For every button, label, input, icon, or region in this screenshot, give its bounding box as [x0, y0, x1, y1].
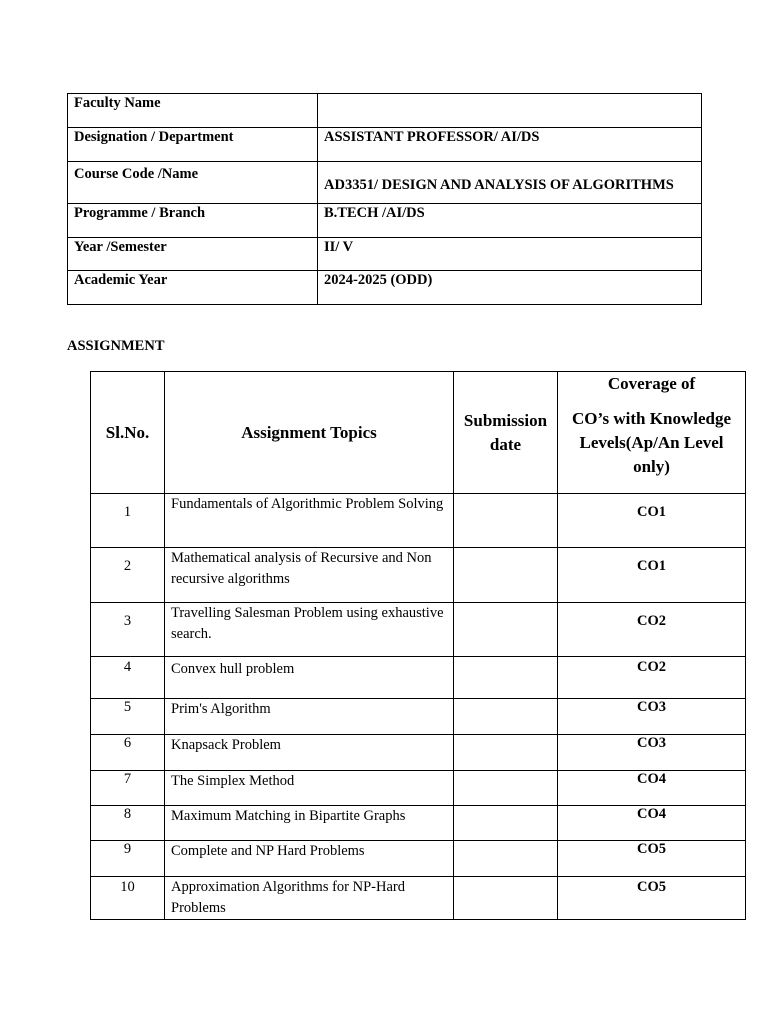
- row-submission-date: [454, 806, 558, 841]
- row-submission-date: [454, 771, 558, 806]
- row-topic: Prim's Algorithm: [165, 699, 454, 735]
- info-row-programme: [68, 204, 702, 238]
- row-co: CO3: [558, 699, 746, 735]
- info-label: Faculty Name: [68, 94, 318, 128]
- row-topic: Convex hull problem: [165, 657, 454, 699]
- row-sl-no: 6: [91, 735, 165, 771]
- row-topic: Approximation Algorithms for NP-Hard Problems: [165, 877, 454, 920]
- row-topic: Fundamentals of Algorithmic Problem Solving: [165, 494, 454, 548]
- header-sl-no: Sl.No.: [91, 372, 165, 494]
- row-sl-no: 10: [91, 877, 165, 920]
- row-topic: Maximum Matching in Bipartite Graphs: [165, 806, 454, 841]
- row-sl-no: 5: [91, 699, 165, 735]
- info-label: Programme / Branch: [68, 204, 318, 238]
- row-co: CO5: [558, 841, 746, 877]
- assignment-heading: ASSIGNMENT: [67, 338, 165, 354]
- info-row-faculty: [68, 94, 702, 128]
- table-row: [91, 877, 746, 920]
- info-value: AD3351/ DESIGN AND ANALYSIS OF ALGORITHMS: [318, 162, 702, 204]
- row-submission-date: [454, 841, 558, 877]
- row-sl-no: 9: [91, 841, 165, 877]
- row-co: CO4: [558, 771, 746, 806]
- row-sl-no: 7: [91, 771, 165, 806]
- row-submission-date: [454, 735, 558, 771]
- row-co: CO1: [558, 548, 746, 603]
- assignment-table: [90, 371, 746, 920]
- row-topic: Knapsack Problem: [165, 735, 454, 771]
- row-sl-no: 4: [91, 657, 165, 699]
- info-value: [318, 94, 702, 128]
- info-value: II/ V: [318, 238, 702, 271]
- info-label: Academic Year: [68, 271, 318, 305]
- row-submission-date: [454, 603, 558, 657]
- header-submission-date: Submission date: [454, 372, 558, 494]
- table-row: [91, 657, 746, 699]
- info-row-academic-year: [68, 271, 702, 305]
- row-topic: The Simplex Method: [165, 771, 454, 806]
- row-submission-date: [454, 699, 558, 735]
- table-row: [91, 603, 746, 657]
- row-co: CO2: [558, 603, 746, 657]
- row-co: CO1: [558, 494, 746, 548]
- header-coverage-line1: Coverage of: [607, 374, 696, 393]
- table-row: [91, 494, 746, 548]
- table-row: [91, 841, 746, 877]
- row-submission-date: [454, 877, 558, 920]
- info-row-year: [68, 238, 702, 271]
- row-topic: Complete and NP Hard Problems: [165, 841, 454, 877]
- row-sl-no: 1: [91, 494, 165, 548]
- info-value: 2024-2025 (ODD): [318, 271, 702, 305]
- row-sl-no: 8: [91, 806, 165, 841]
- row-co: CO3: [558, 735, 746, 771]
- info-label: Course Code /Name: [68, 162, 318, 204]
- info-value: B.TECH /AI/DS: [318, 204, 702, 238]
- table-row: [91, 806, 746, 841]
- row-topic: Travelling Salesman Problem using exhaustive search.: [165, 603, 454, 657]
- table-row: [91, 548, 746, 603]
- table-row: [91, 771, 746, 806]
- row-sl-no: 2: [91, 548, 165, 603]
- table-row: [91, 735, 746, 771]
- info-value: ASSISTANT PROFESSOR/ AI/DS: [318, 128, 702, 162]
- row-submission-date: [454, 657, 558, 699]
- header-coverage: [558, 372, 746, 494]
- table-row: [91, 699, 746, 735]
- course-info-table: [67, 93, 702, 305]
- info-row-designation: [68, 128, 702, 162]
- header-coverage-line2: CO’s with Knowledge Levels(Ap/An Level only): [572, 409, 731, 476]
- info-label: Designation / Department: [68, 128, 318, 162]
- info-label: Year /Semester: [68, 238, 318, 271]
- row-submission-date: [454, 548, 558, 603]
- assignment-header-row: [91, 372, 746, 494]
- row-topic: Mathematical analysis of Recursive and Non recursive algorithms: [165, 548, 454, 603]
- header-topics: Assignment Topics: [165, 372, 454, 494]
- row-sl-no: 3: [91, 603, 165, 657]
- row-co: CO4: [558, 806, 746, 841]
- row-co: CO2: [558, 657, 746, 699]
- row-co: CO5: [558, 877, 746, 920]
- info-row-course: [68, 162, 702, 204]
- row-submission-date: [454, 494, 558, 548]
